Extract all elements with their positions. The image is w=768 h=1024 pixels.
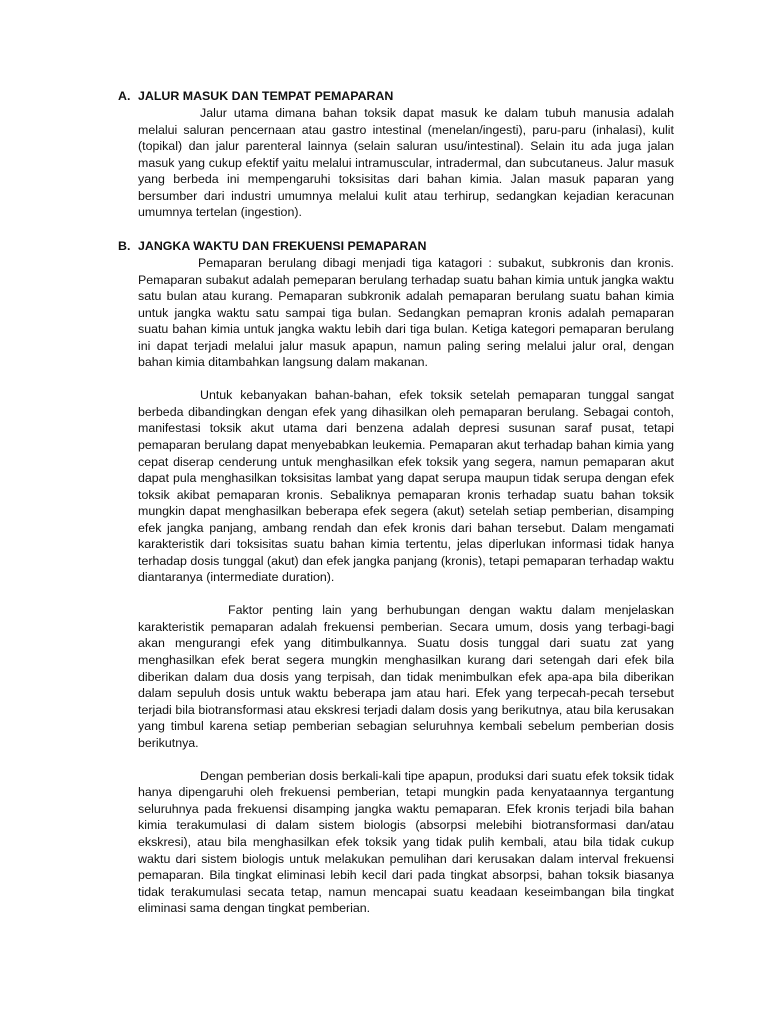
paragraph: Untuk kebanyakan bahan-bahan, efek toksik setelah pemaparan tunggal sangat berbeda dibandingkan dengan efek yang dihasilkan oleh pemaparan berulang. Sebagai contoh, manifestasi toksik akut utama dari benzena adalah depresi susunan saraf pusat, tetapi pemaparan berulang dapat menyebabkan leukemia. Pemaparan akut terhadap bahan kimia yang cepat diserap cenderung untuk menghasilkan efek toksik yang segera, namun pemaparan akut dapat pula menghasilkan toksisitas lambat yang dapat serupa maupun tidak serupa dengan efek toksik akibat pemaparan kronis. Sebaliknya pemaparan kronis terhadap suatu bahan toksik mungkin dapat menghasilkan beberapa efek segera (akut) setelah setiap pemberian, disamping efek jangka panjang, ambang rendah dan efek kronis dari bahan tersebut. Dalam mengamati karakteristik dari toksisitas suatu bahan kimia tertentu, jelas diperlukan informasi tidak hanya terhadap dosis tunggal (akut) dan efek jangka panjang (kronis), tetapi pemaparan terhadap waktu diantaranya (intermediate duration). (138, 388, 674, 585)
section-a (118, 88, 674, 221)
section-title: JALUR MASUK DAN TEMPAT PEMAPARAN (138, 89, 394, 103)
paragraph: Faktor penting lain yang berhubungan dengan waktu dalam menjelaskan karakteristik pemaparan adalah frekuensi pemberian. Secara umum, dosis yang terbagi-bagi akan mengurangi efek yang ditimbulkannya. Suatu dosis tunggal dari suatu zat yang menghasilkan efek berat segera mungkin menghasilkan kurang dari setengah dari efek bila diberikan dalam dua dosis yang terpisah, dan tidak menimbulkan efek apa-apa bila diberikan dalam sepuluh dosis untuk waktu beberapa jam atau hari. Efek yang terpecah-pecah tersebut terjadi bila biotransformasi atau ekskresi terjadi dalam dosis yang berikutnya, atau bila kerusakan yang timbul karena setiap pemberian sebagian seluruhnya kembali sebelum pemberian dosis berikutnya. (138, 603, 674, 750)
section-letter: A. (118, 89, 131, 103)
section-heading (118, 88, 674, 105)
section-letter: B. (118, 239, 131, 253)
paragraph: Dengan pemberian dosis berkali-kali tipe apapun, produksi dari suatu efek toksik tidak hanya dipengaruhi oleh frekuensi pemberian, tetapi mungkin pada kenyataannya tergantung seluruhnya pada frekuensi disamping jangka waktu pemaparan. Efek kronis terjadi bila bahan kimia terakumulasi di dalam sistem biologis (absorpsi melebihi biotransformasi dan/atau ekskresi), atau bila menghasilkan efek toksik yang tidak pulih kembali, atau bila tidak cukup waktu dari sistem biologis untuk melakukan pemulihan dari kerusakan dalam interval frekuensi pemaparan. Bila tingkat eliminasi lebih kecil dari pada tingkat absorpsi, bahan toksik biasanya tidak terakumulasi secata tetap, namun mencapai suatu keadaan keseimbangan bila tingkat eliminasi sama dengan tingkat pemberian. (138, 768, 674, 916)
section-heading (118, 238, 674, 255)
section-title: JANGKA WAKTU DAN FREKUENSI PEMAPARAN (138, 239, 427, 253)
paragraph: Pemaparan berulang dibagi menjadi tiga katagori : subakut, subkronis dan kronis. Pemaparan subakut adalah pemeparan berulang terhadap suatu bahan kimia untuk jangka waktu satu bulan atau kurang. Pemaparan subkronik adalah pemaparan berulang suatu bahan kimia untuk jangka waktu satu sampai tiga bulan. Sedangkan pemapran kronis adalah pemaparan suatu bahan kimia untuk jangka waktu lebih dari tiga bulan. Ketiga kategori pemaparan berulang ini dapat terjadi melalui jalur masuk apapun, namun paling sering melalui jalur oral, dengan bahan kimia ditambahkan langsung dalam makanan. (138, 256, 674, 370)
section-b (118, 238, 674, 917)
paragraph: Jalur utama dimana bahan toksik dapat masuk ke dalam tubuh manusia adalah melalui saluran pencernaan atau gastro intestinal (menelan/ingesti), paru-paru (inhalasi), kulit (topikal) dan jalur parenteral lainnya (selain saluran usu/intestinal). Selain itu ada juga jalan masuk yang cukup efektif yaitu melalui intramuscular, intradermal, dan subcutaneus. Jalur masuk yang berbeda ini mempengaruhi toksisitas dari bahan kimia. Jalan masuk paparan yang bersumber dari industri umumnya melalui kulit atau terhirup, sedangkan kejadian keracunan umumnya tertelan (ingestion). (138, 106, 674, 220)
